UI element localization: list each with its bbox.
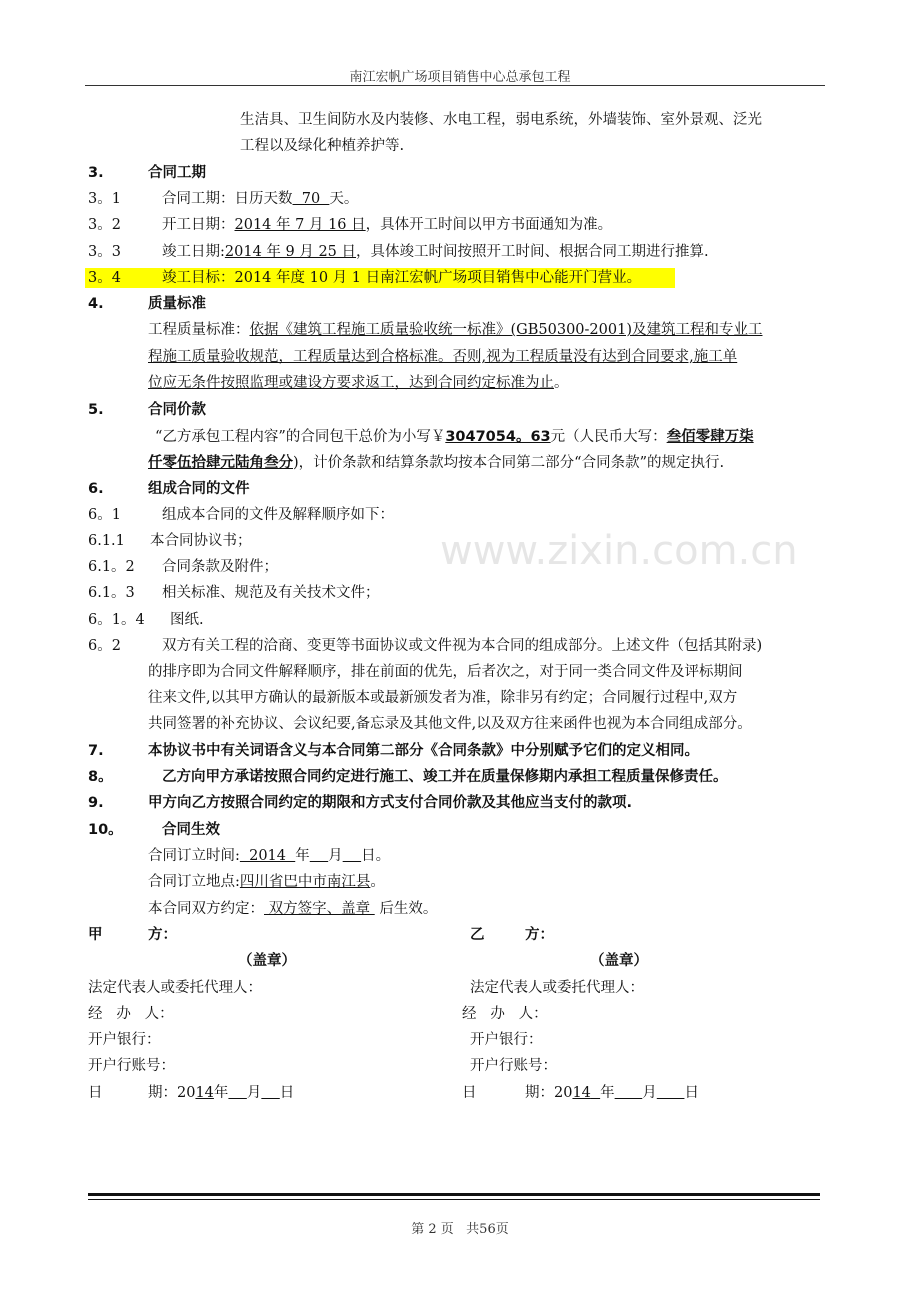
party-b-agent: 经 办 人： [462,1006,548,1022]
footer-rule [88,1199,820,1200]
item-text: 的排序即为合同文件解释顺序，排在前面的优先，后者次之，对于同一类合同文件及评标期间 [148,664,743,680]
text: 位应无条件按照监理或建设方要求返工，达到合同约定标准为止 [148,375,554,391]
party-a-seal: （盖章） [238,953,296,969]
item-text: 相关标准、规范及有关技术文件； [162,585,380,601]
page-header: 南江宏帆广场项目销售中心总承包工程 [349,70,571,85]
blank [615,1085,643,1101]
text: 月 [328,848,343,864]
text: 月 [246,1085,262,1101]
highlighted-target: 竣工目标：2014 年度 10 月 1 日南江宏帆广场项目销售中心能开门营业。 [162,270,642,286]
text: 工程质量标准： [148,322,250,338]
party-b-seal: （盖章） [590,953,648,969]
text: 元（人民币大写： [550,429,667,445]
item-text: 共同签署的补充协议、会议纪要,备忘录及其他文件,以及双方往来函件也视为本合同组成部分。 [148,716,752,732]
quality-line [148,373,569,393]
text: 年 [600,1085,615,1101]
text: ，具体竣工时间按照开工时间、根据合同工期进行推算. [356,244,709,260]
sign-time [148,846,390,866]
text: 合同订立地点: [148,874,240,890]
footer-rule [88,1193,820,1196]
text: 日 [279,1085,295,1101]
item-text: 合同条款及附件； [162,559,278,575]
sign-place [148,872,385,892]
item-end-date [162,242,709,262]
section-number: 4. [88,296,104,312]
item-number: 6.1。3 [88,585,135,601]
party-b-label: 乙 [470,927,485,943]
blank [343,848,361,864]
party-b-label: 方： [525,927,554,943]
text: “乙方承包工程内容”的合同包干总价为小写￥ [155,429,446,445]
year-value: 14 [572,1085,591,1101]
text: )，计价条款和结算条款均按本合同第二部分“合同条款”的规定执行. [293,455,725,471]
sign-year: 2014 [239,848,296,864]
item-text: 往来文件,以其甲方确认的最新版本或最新颁发者为准，除非另有约定；合同履行过程中,双方 [148,690,738,706]
party-b-date [525,1083,699,1103]
price-line [148,453,724,473]
section-number: 7. [88,743,104,759]
party-a-account: 开户行账号： [88,1058,175,1074]
text: ，具体开工时间以甲方书面通知为准。 [365,217,613,233]
text: 竣工日期: [162,244,225,260]
section-number: 5. [88,402,104,418]
text: 年 [213,1085,229,1101]
section-number: 3. [88,165,104,181]
item-number: 6。1。4 [88,612,145,628]
section-number: 9. [88,795,104,811]
item-number: 6。1 [88,507,121,523]
text: 。 [554,375,569,391]
quality-line [148,320,762,340]
party-b-account: 开户行账号： [470,1058,557,1074]
party-b-bank: 开户银行： [470,1032,543,1048]
item-number: 6。2 [88,638,121,654]
text: 月 [642,1085,657,1101]
party-a-agent: 经 办 人： [88,1006,174,1022]
item-duration [162,189,358,209]
blank [657,1085,685,1101]
section-text: 本协议书中有关词语含义与本合同第二部分《合同条款》中分别赋予它们的定义相同。 [148,743,699,759]
text: 天。 [329,191,359,207]
price-in-words: 叁佰零肆万柒 [666,429,754,445]
item-text: 本合同协议书； [150,533,252,549]
blank [261,1085,279,1101]
intro-line: 生洁具、卫生间防水及内装修、水电工程，弱电系统，外墙装饰、室外景观、泛光 [240,112,762,128]
price-line [155,427,754,447]
text: 本合同双方约定： [148,901,264,917]
party-a-date-label: 日 [88,1085,103,1101]
price-amount: 3047054。63 [445,429,551,445]
item-number: 6.1。2 [88,559,135,575]
price-in-words: 仟零伍拾肆元陆角叁分 [148,455,293,471]
text: 合同工期：日历天数 [162,191,293,207]
item-number: 6.1.1 [88,533,125,549]
section-title: 合同生效 [162,822,220,838]
party-b-date-label: 日 [462,1085,477,1101]
item-number: 3。2 [88,217,121,233]
item-number: 3。1 [88,191,121,207]
party-a-label: 方： [148,927,177,943]
section-number: 6. [88,481,104,497]
section-number: 10。 [88,822,123,838]
item-number: 3。4 [88,270,121,286]
end-date-value: 2014 年 9 月 25 日 [224,244,357,260]
text: 期：20 [148,1085,196,1101]
text: 后生效。 [374,901,438,917]
section-text: 乙方向甲方承诺按照合同约定进行施工、竣工并在质量保修期内承担工程质量保修责任。 [162,769,728,785]
party-a-rep: 法定代表人或委托代理人： [88,980,262,996]
text: 合同订立时间: [148,848,240,864]
page-number: 第 2 页 共56页 [411,1222,509,1237]
section-title: 合同价款 [148,402,206,418]
text: 年 [295,848,310,864]
section-title: 组成合同的文件 [148,481,250,497]
section-number: 8。 [88,769,113,785]
item-text: 组成本合同的文件及解释顺序如下： [162,507,394,523]
intro-line: 工程以及绿化种植养护等. [240,138,405,154]
blank [228,1085,246,1101]
header-rule [85,85,825,86]
condition-value: 双方签字、盖章 [264,901,375,917]
quality-line: 程施工质量验收规范，工程质量达到合格标准。否则,视为工程质量没有达到合同要求,施工单 [148,349,738,365]
blank [310,848,328,864]
party-a-label: 甲 [88,927,103,943]
party-a-bank: 开户银行： [88,1032,161,1048]
duration-value: 70 [292,191,330,207]
watermark: www.zixin.com.cn [440,528,798,574]
party-b-rep: 法定代表人或委托代理人： [470,980,644,996]
text: 。 [370,874,385,890]
section-title: 合同工期 [148,165,206,181]
item-start-date [162,215,612,235]
text: 日。 [361,848,391,864]
year-value: 14 [195,1085,214,1101]
effective-condition [148,899,437,919]
text: 期：20 [525,1085,573,1101]
section-text: 甲方向乙方按照合同约定的期限和方式支付合同价款及其他应当支付的款项. [148,795,633,811]
text: 日 [684,1085,699,1101]
party-a-date [148,1083,294,1103]
text: 依据《建筑工程施工质量验收统一标准》(GB50300-2001)及建筑工程和专业工 [249,322,763,338]
text: 开工日期： [162,217,235,233]
start-date-value: 2014 年 7 月 16 日 [234,217,366,233]
place-value: 四川省巴中市南江县 [239,874,371,890]
item-number: 3。3 [88,244,121,260]
item-text: 双方有关工程的洽商、变更等书面协议或文件视为本合同的组成部分。上述文件（包括其附录) [162,638,763,654]
blank [591,1085,600,1101]
item-text: 图纸. [170,612,204,628]
section-title: 质量标准 [148,296,206,312]
